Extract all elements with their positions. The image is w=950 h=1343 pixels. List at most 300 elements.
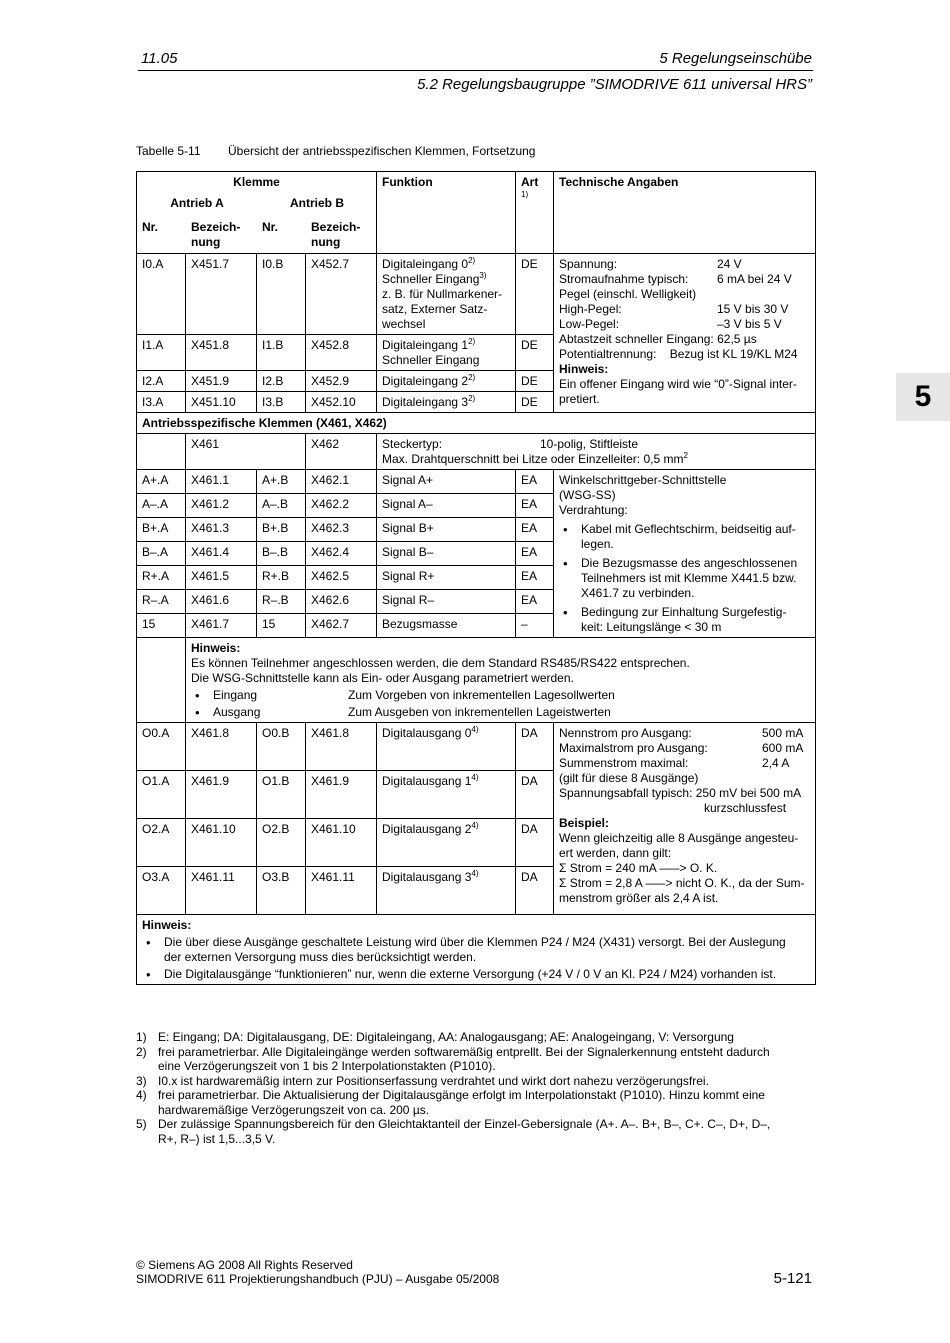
function-text: Digitaleingang 2 bbox=[382, 374, 469, 388]
bez-b: X462.5 bbox=[311, 569, 350, 583]
footnote bbox=[136, 1030, 816, 1045]
art-cell bbox=[516, 470, 554, 494]
art-cell bbox=[516, 771, 554, 819]
nr-b: I1.B bbox=[262, 338, 284, 352]
empty-cell bbox=[137, 638, 186, 723]
nr-b-cell bbox=[257, 494, 306, 518]
bez-a-cell bbox=[186, 371, 257, 392]
nr-a: I3.A bbox=[142, 395, 164, 409]
nr-a: A+.A bbox=[142, 473, 169, 487]
nr-a-cell bbox=[137, 590, 186, 614]
bez-b: X452.8 bbox=[311, 338, 350, 352]
example-line-1: Wenn gleichzeitig alle 8 Ausgänge angesteu- ert werden, dann gilt: bbox=[559, 831, 799, 860]
nr-b-cell bbox=[257, 819, 306, 867]
encoder-hint-title: Hinweis: bbox=[191, 641, 241, 655]
nr-a: B–.A bbox=[142, 545, 169, 559]
art-label: Art bbox=[521, 175, 539, 189]
spec-key: High-Pegel: bbox=[559, 302, 622, 316]
hint-item-key: • Eingang bbox=[213, 688, 258, 702]
nr-b-cell bbox=[257, 470, 306, 494]
function-footnote: 2) bbox=[468, 256, 476, 265]
nr-b: 15 bbox=[262, 617, 276, 631]
bez-a-cell bbox=[186, 819, 257, 867]
spec-value: 6 mA bei 24 V bbox=[717, 272, 792, 286]
function-footnote: 2) bbox=[468, 337, 476, 346]
bez-b: X461.11 bbox=[311, 870, 355, 884]
art-cell bbox=[516, 819, 554, 867]
bez-b: X452.9 bbox=[311, 374, 350, 388]
bez-b: X462.7 bbox=[311, 617, 350, 631]
nr-b-cell bbox=[257, 590, 306, 614]
function-text: Signal R+ bbox=[382, 569, 435, 583]
nr-a-cell bbox=[137, 335, 186, 371]
art-cell bbox=[516, 867, 554, 915]
nr-b-cell bbox=[257, 867, 306, 915]
bez-a: X461.7 bbox=[191, 617, 230, 631]
art-cell bbox=[516, 335, 554, 371]
nr-a-cell bbox=[137, 371, 186, 392]
function-text: Signal A– bbox=[382, 497, 433, 511]
nr-a-cell bbox=[137, 254, 186, 335]
art-cell bbox=[516, 614, 554, 638]
connector-a: X461 bbox=[191, 437, 220, 451]
function-text: Digitaleingang 1 bbox=[382, 338, 469, 352]
function-cell bbox=[377, 542, 516, 566]
spec-key: Summenstrom maximal: bbox=[559, 756, 689, 770]
art-value: DE bbox=[521, 374, 538, 388]
function-text: Digitalausgang 0 bbox=[382, 726, 472, 740]
bez-b-cell bbox=[306, 614, 377, 638]
footnote-text: E: Eingang; DA: Digitalausgang, DE: Digitaleingang, AA: Analogausgang; AE: Analogeingang, V: Versorgung bbox=[158, 1030, 734, 1044]
bez-a: X461.1 bbox=[191, 473, 230, 487]
nr-b: O3.B bbox=[262, 870, 290, 884]
bez-a-cell bbox=[186, 494, 257, 518]
bez-b-cell bbox=[306, 819, 377, 867]
nr-b-cell bbox=[257, 335, 306, 371]
bez-b-label: Bezeich- nung bbox=[311, 220, 361, 249]
function-text-2: Schneller Eingang bbox=[382, 272, 480, 286]
table-body bbox=[137, 172, 816, 985]
function-text: Digitalausgang 1 bbox=[382, 774, 472, 788]
bez-a: X461.9 bbox=[191, 774, 230, 788]
nr-a-cell bbox=[137, 392, 186, 413]
section-cell bbox=[137, 413, 816, 434]
nr-a: I0.A bbox=[142, 257, 164, 271]
art-value: EA bbox=[521, 569, 538, 583]
example-line-2: Σ Strom = 240 mA –––> O. K. bbox=[559, 861, 718, 875]
function-text: Digitalausgang 2 bbox=[382, 822, 472, 836]
footnote-text: I0.x ist hardwaremäßig intern zur Positionserfassung verdrahtet und wirkt dort nahezu verzögerungsfrei. bbox=[158, 1073, 709, 1088]
footer-copyright: © Siemens AG 2008 All Rights Reserved bbox=[136, 1258, 353, 1272]
klemme-label: Klemme bbox=[233, 175, 280, 189]
nr-b: R–.B bbox=[262, 593, 289, 607]
spec-value: 24 V bbox=[717, 257, 742, 271]
spec-value: 500 mA bbox=[762, 726, 804, 740]
bez-a: X461.10 bbox=[191, 822, 236, 836]
pegel-text: Pegel (einschl. Welligkeit) bbox=[559, 287, 697, 301]
function-footnote: 4) bbox=[471, 821, 479, 830]
antrieb-labels bbox=[137, 193, 376, 217]
bez-b-cell bbox=[306, 566, 377, 590]
bez-b-cell bbox=[306, 470, 377, 494]
function-cell bbox=[377, 614, 516, 638]
footnote-number: 3) bbox=[136, 1073, 147, 1088]
nr-b: B+.B bbox=[262, 521, 289, 535]
art-value: EA bbox=[521, 593, 538, 607]
section-title: Antriebsspezifische Klemmen (X461, X462) bbox=[142, 416, 387, 430]
function-cell bbox=[377, 494, 516, 518]
nr-a-cell bbox=[137, 494, 186, 518]
function-footnote: 4) bbox=[471, 725, 479, 734]
encoder-title: Winkelschrittgeber-Schnittstelle (WSG-SS) bbox=[559, 473, 727, 502]
encoder-hint-line-1: Es können Teilnehmer angeschlossen werden, die dem Standard RS485/RS422 entsprechen. bbox=[191, 656, 690, 670]
function-text: Digitaleingang 0 bbox=[382, 257, 469, 271]
bez-b: X461.9 bbox=[311, 774, 350, 788]
bez-a-cell bbox=[186, 542, 257, 566]
nr-a-cell bbox=[137, 518, 186, 542]
nr-a-cell bbox=[137, 723, 186, 771]
nr-a-cell bbox=[137, 771, 186, 819]
bez-b: X452.10 bbox=[311, 395, 356, 409]
function-footnote: 4) bbox=[471, 869, 479, 878]
di-tech-cell bbox=[554, 254, 816, 413]
abtast-text: Abtastzeit schneller Eingang: 62,5 µs bbox=[559, 332, 757, 346]
art-cell bbox=[516, 254, 554, 335]
example-line-3: Σ Strom = 2,8 A –––> nicht O. K., da der Sum- menstrom größer als 2,4 A ist. bbox=[559, 876, 805, 905]
function-cell bbox=[377, 723, 516, 771]
nr-b-cell bbox=[257, 614, 306, 638]
function-cell bbox=[377, 819, 516, 867]
art-cell bbox=[516, 723, 554, 771]
bez-b-cell bbox=[306, 723, 377, 771]
bez-b: X462.3 bbox=[311, 521, 350, 535]
chapter-tab: 5 bbox=[896, 373, 950, 421]
function-cell bbox=[377, 566, 516, 590]
final-hint-cell bbox=[137, 915, 816, 985]
encoder-hint-line-2: Die WSG-Schnittstelle kann als Ein- oder Ausgang parametriert werden. bbox=[191, 671, 574, 685]
encoder-hint-row bbox=[137, 638, 816, 723]
nr-b-cell bbox=[257, 392, 306, 413]
column-labels bbox=[137, 217, 376, 253]
encoder-tech-cell bbox=[554, 470, 816, 638]
function-cell bbox=[377, 254, 516, 335]
footnote-text: frei parametrierbar. Alle Digitaleingänge werden softwaremäßig entprellt. Bei der Signalerkennung entsteht dadurch eine Verzögerungszeit von 1 bis 2 Interpolationstakten (P1010). bbox=[158, 1044, 770, 1073]
spec-key: Maximalstrom pro Ausgang: bbox=[559, 741, 708, 755]
connector-info-cell bbox=[377, 434, 816, 470]
art-value: DA bbox=[521, 822, 538, 836]
bez-a: X451.10 bbox=[191, 395, 236, 409]
nr-b: I0.B bbox=[262, 257, 284, 271]
function-footnote: 4) bbox=[471, 773, 479, 782]
nr-a-cell bbox=[137, 867, 186, 915]
nr-b: A+.B bbox=[262, 473, 289, 487]
bez-a-cell bbox=[186, 254, 257, 335]
function-text: Digitalausgang 3 bbox=[382, 870, 472, 884]
nr-b-cell bbox=[257, 723, 306, 771]
function-text: Signal B– bbox=[382, 545, 434, 559]
encoder-hint-cell bbox=[186, 638, 816, 723]
spec-value: 15 V bis 30 V bbox=[717, 302, 789, 316]
art-cell bbox=[516, 494, 554, 518]
di-hint-text: Ein offener Eingang wird wie “0”-Signal inter- pretiert. bbox=[559, 377, 797, 406]
nr-a: O2.A bbox=[142, 822, 170, 836]
final-hint-row bbox=[137, 915, 816, 985]
nr-a: O1.A bbox=[142, 774, 170, 788]
bez-a: X451.8 bbox=[191, 338, 230, 352]
bez-a-cell bbox=[186, 867, 257, 915]
function-text: Signal B+ bbox=[382, 521, 434, 535]
header-section: 5.2 Regelungsbaugruppe ”SIMODRIVE 611 universal HRS” bbox=[417, 76, 812, 93]
nr-b: O2.B bbox=[262, 822, 290, 836]
nr-a: B+.A bbox=[142, 521, 169, 535]
function-cell bbox=[377, 371, 516, 392]
nr-a: A–.A bbox=[142, 497, 169, 511]
nr-b-cell bbox=[257, 771, 306, 819]
page-number: 5-121 bbox=[773, 1270, 812, 1287]
caption-number: Tabelle 5-11 bbox=[136, 144, 201, 158]
header-chapter: 5 Regelungseinschübe bbox=[659, 50, 812, 67]
bez-a: X451.9 bbox=[191, 374, 230, 388]
art-cell bbox=[516, 566, 554, 590]
nr-b: I3.B bbox=[262, 395, 284, 409]
art-cell bbox=[516, 371, 554, 392]
function-text: Signal R– bbox=[382, 593, 435, 607]
nr-a-cell bbox=[137, 819, 186, 867]
bez-a: X451.7 bbox=[191, 257, 230, 271]
function-cell bbox=[377, 590, 516, 614]
klemme-head bbox=[137, 172, 377, 254]
bez-b: X462.4 bbox=[311, 545, 350, 559]
nr-a: 15 bbox=[142, 617, 156, 631]
bez-a-cell bbox=[186, 518, 257, 542]
art-cell bbox=[516, 542, 554, 566]
nr-b-cell bbox=[257, 518, 306, 542]
encoder-hint-item bbox=[191, 688, 811, 703]
nr-a: O0.A bbox=[142, 726, 170, 740]
bez-b-cell bbox=[306, 542, 377, 566]
bez-a: X461.11 bbox=[191, 870, 235, 884]
nr-b-cell bbox=[257, 542, 306, 566]
bez-a-cell bbox=[186, 771, 257, 819]
bez-b: X452.7 bbox=[311, 257, 350, 271]
art-value: – bbox=[521, 617, 528, 631]
bez-a: X461.5 bbox=[191, 569, 230, 583]
spec-key: Stromaufnahme typisch: bbox=[559, 272, 689, 286]
do-specs bbox=[559, 726, 811, 771]
wire-cross-section bbox=[382, 452, 811, 467]
footnote bbox=[136, 1088, 816, 1117]
bez-a: X461.4 bbox=[191, 545, 230, 559]
do-voltage-drop: Spannungsabfall typisch: 250 mV bei 500 mA bbox=[559, 786, 802, 800]
bez-b: X461.10 bbox=[311, 822, 356, 836]
art-value: EA bbox=[521, 545, 538, 559]
footnote-number: 2) bbox=[136, 1044, 147, 1059]
final-hint-bullet: • Die über diese Ausgänge geschaltete Leistung wird über die Klemmen P24 / M24 (X431) versorgt. Bei der Auslegung der externen Versorgung muss dies berücksichtigt werden. bbox=[142, 935, 811, 965]
function-text: Bezugsmasse bbox=[382, 617, 458, 631]
footnote bbox=[136, 1117, 816, 1146]
table-caption bbox=[136, 144, 535, 158]
nr-a-cell bbox=[137, 614, 186, 638]
bez-b: X462.2 bbox=[311, 497, 350, 511]
connector-b: X462 bbox=[311, 437, 340, 451]
final-hint-bullet: • Die Digitalausgänge “funktionieren” nur, wenn die externe Versorgung (+24 V / 0 V an Kl. P24 / M24) vorhanden ist. bbox=[142, 967, 811, 982]
art-value: EA bbox=[521, 497, 538, 511]
footnote-text: frei parametrierbar. Die Aktualisierung der Digitalausgänge erfolgt im Interpolationstakt (P1010). Hinzu kommt eine hardwaremäßige Verzögerungszeit von ca. 200 µs. bbox=[158, 1088, 765, 1117]
function-footnote: 2) bbox=[468, 373, 476, 382]
do-row bbox=[137, 723, 816, 771]
wire-sup: 2 bbox=[683, 451, 688, 460]
nr-a-cell bbox=[137, 470, 186, 494]
nr-b: R+.B bbox=[262, 569, 290, 583]
footnote-text: Der zulässige Spannungsbereich für den Gleichtaktanteil der Einzel-Gebersignale (A+. A–. B+, B–, C+. C–, D+, D–, R+, R–) ist 1,5...3,5 V. bbox=[158, 1117, 771, 1146]
nr-b: I2.B bbox=[262, 374, 284, 388]
nr-a-label: Nr. bbox=[142, 220, 159, 234]
footnote-number: 4) bbox=[136, 1088, 147, 1102]
bez-a: X461.6 bbox=[191, 593, 230, 607]
art-cell bbox=[516, 518, 554, 542]
spec-value: –3 V bis 5 V bbox=[717, 317, 782, 331]
bez-b-cell bbox=[306, 254, 377, 335]
footnote-number: 5) bbox=[136, 1117, 147, 1131]
footnote bbox=[136, 1045, 816, 1074]
nr-a-cell bbox=[137, 566, 186, 590]
bez-a: X461.8 bbox=[191, 726, 230, 740]
hint-item-key: • Ausgang bbox=[213, 705, 261, 719]
header-version: 11.05 bbox=[141, 50, 178, 67]
nr-b-label: Nr. bbox=[262, 220, 279, 234]
function-text-2: Schneller Eingang bbox=[382, 353, 480, 367]
function-cell bbox=[377, 771, 516, 819]
nr-a: R–.A bbox=[142, 593, 169, 607]
nr-b-cell bbox=[257, 254, 306, 335]
bez-b: X462.1 bbox=[311, 473, 350, 487]
bez-b-cell bbox=[306, 494, 377, 518]
encoder-hint-item bbox=[191, 705, 811, 720]
spec-key: Nennstrom pro Ausgang: bbox=[559, 726, 692, 740]
header-rule bbox=[138, 70, 813, 71]
bez-a-cell bbox=[186, 590, 257, 614]
art-cell bbox=[516, 590, 554, 614]
bez-b-cell bbox=[306, 518, 377, 542]
bez-a: X461.2 bbox=[191, 497, 230, 511]
art-cell bbox=[516, 392, 554, 413]
terminal-table bbox=[136, 171, 816, 985]
bez-b-cell bbox=[306, 392, 377, 413]
bez-b: X462.6 bbox=[311, 593, 350, 607]
section-row bbox=[137, 413, 816, 434]
art-value: DE bbox=[521, 257, 538, 271]
art-value: DA bbox=[521, 726, 538, 740]
di-specs-2 bbox=[559, 302, 811, 332]
hint-item-value: Zum Vorgeben von inkrementellen Lagesollwerten bbox=[348, 688, 615, 702]
art-value: DE bbox=[521, 395, 538, 409]
example-title: Beispiel: bbox=[559, 816, 610, 830]
footnote-number: 1) bbox=[136, 1030, 147, 1044]
bez-a: X461.3 bbox=[191, 521, 230, 535]
function-text-3: z. B. für Nullmarkener- satz, Externer Satz- wechsel bbox=[382, 287, 503, 331]
connector-row bbox=[137, 434, 816, 470]
art-value: DA bbox=[521, 774, 538, 788]
encoder-row bbox=[137, 470, 816, 494]
nr-a: R+.A bbox=[142, 569, 170, 583]
bez-a-label: Bezeich- nung bbox=[191, 220, 241, 249]
art-value: DE bbox=[521, 338, 538, 352]
bez-b-cell bbox=[306, 335, 377, 371]
nr-b-cell bbox=[257, 371, 306, 392]
nr-a: O3.A bbox=[142, 870, 170, 884]
caption-title: Übersicht der antriebsspezifischen Klemmen, Fortsetzung bbox=[228, 144, 536, 158]
nr-b: O1.B bbox=[262, 774, 290, 788]
wiring-bullet: • Die Bezugsmasse des angeschlossenen Teilnehmers ist mit Klemme X441.5 bzw. X461.7 zu verbinden. bbox=[559, 556, 811, 601]
do-tech-cell bbox=[554, 723, 816, 915]
connector-b-cell bbox=[306, 434, 377, 470]
empty-cell bbox=[137, 434, 186, 470]
bez-b-cell bbox=[306, 867, 377, 915]
bez-a-cell bbox=[186, 723, 257, 771]
bez-a-cell bbox=[186, 614, 257, 638]
spec-key: Spannung: bbox=[559, 257, 618, 271]
funktion-head: Funktion bbox=[377, 172, 516, 254]
nr-b-cell bbox=[257, 566, 306, 590]
tech-head: Technische Angaben bbox=[554, 172, 816, 254]
footnote bbox=[136, 1074, 816, 1089]
wiring-bullet: • Bedingung zur Einhaltung Surgefestig- keit: Leitungslänge < 30 m bbox=[559, 605, 811, 635]
connector-type-key: Steckertyp: bbox=[382, 437, 443, 451]
bez-b-cell bbox=[306, 590, 377, 614]
wiring-bullet: • Kabel mit Geflechtschirm, beidseitig auf- legen. bbox=[559, 522, 811, 552]
do-scope: (gilt für diese 8 Ausgänge) bbox=[559, 771, 699, 785]
spec-value: 600 mA bbox=[762, 741, 804, 755]
footnotes bbox=[136, 1030, 816, 1146]
nr-b: O0.B bbox=[262, 726, 290, 740]
nr-a: I1.A bbox=[142, 338, 164, 352]
di-specs bbox=[559, 257, 811, 287]
art-head bbox=[516, 172, 554, 254]
connector-type bbox=[382, 437, 811, 452]
bez-b-cell bbox=[306, 371, 377, 392]
art-value: EA bbox=[521, 521, 538, 535]
function-cell bbox=[377, 518, 516, 542]
di-row bbox=[137, 254, 816, 335]
footer-manual: SIMODRIVE 611 Projektierungshandbuch (PJU) – Ausgabe 05/2008 bbox=[136, 1272, 500, 1286]
di-hint-title: Hinweis: bbox=[559, 362, 609, 376]
bez-a-cell bbox=[186, 335, 257, 371]
wire-text: Max. Drahtquerschnitt bei Litze oder Einzelleiter: 0,5 mm bbox=[382, 452, 684, 466]
antrieb-b-label: Antrieb B bbox=[290, 196, 344, 210]
spec-value: 2,4 A bbox=[762, 756, 790, 770]
connector-type-value: 10-polig, Stiftleiste bbox=[540, 437, 639, 451]
function-cell bbox=[377, 470, 516, 494]
function-footnote-2: 3) bbox=[479, 271, 487, 280]
bez-b: X461.8 bbox=[311, 726, 350, 740]
function-cell bbox=[377, 867, 516, 915]
wiring-label: Verdrahtung: bbox=[559, 503, 628, 517]
table-head-row bbox=[137, 172, 816, 254]
function-cell bbox=[377, 392, 516, 413]
nr-a-cell bbox=[137, 542, 186, 566]
antrieb-a-label: Antrieb A bbox=[170, 196, 224, 210]
spec-key: Low-Pegel: bbox=[559, 317, 620, 331]
art-value: EA bbox=[521, 473, 538, 487]
hint-item-value: Zum Ausgeben von inkrementellen Lageistwerten bbox=[348, 705, 611, 719]
do-short-circuit: kurzschlussfest bbox=[704, 801, 787, 815]
nr-b: B–.B bbox=[262, 545, 289, 559]
final-hint-title: Hinweis: bbox=[142, 918, 192, 932]
function-text: Signal A+ bbox=[382, 473, 434, 487]
bez-a-cell bbox=[186, 566, 257, 590]
nr-a: I2.A bbox=[142, 374, 164, 388]
art-value: DA bbox=[521, 870, 538, 884]
